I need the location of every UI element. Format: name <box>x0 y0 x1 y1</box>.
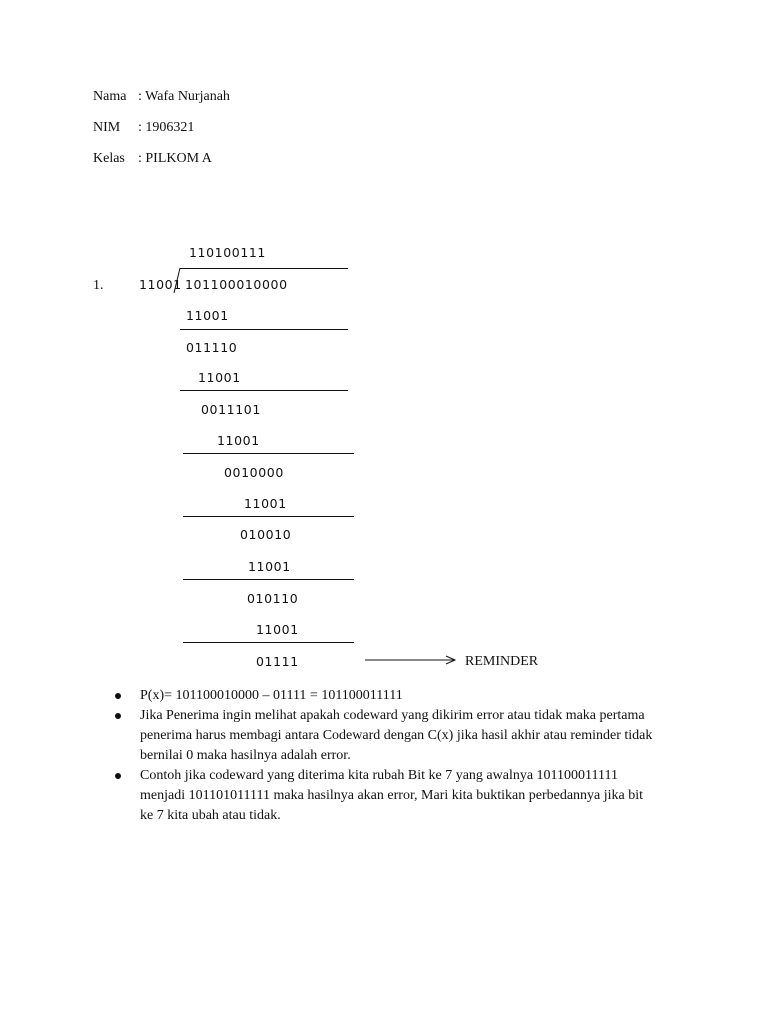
list-item <box>115 706 655 766</box>
list-item <box>115 686 655 706</box>
list-item-text: Jika Penerima ingin melihat apakah codeward yang dikirim error atau tidak maka pertama penerima harus membagi antara Codeward dengan C(x) jika hasil akhir atau reminder tidak bernilai 0 maka hasilnya adalah error. <box>140 708 653 763</box>
nim-value: : 1906321 <box>138 120 195 135</box>
division-remainder: 01111 <box>256 654 299 669</box>
division-step: 11001 <box>186 308 229 323</box>
division-rule <box>183 642 354 643</box>
problem-number: 1. <box>93 278 104 293</box>
division-step: 0010000 <box>224 465 284 480</box>
division-rule <box>180 329 348 330</box>
list-item-text: P(x)= 101100010000 – 01111 = 101100011111 <box>140 688 403 703</box>
kelas-value: : PILKOM A <box>138 151 212 166</box>
division-rule <box>180 390 348 391</box>
bullet-icon <box>115 713 121 719</box>
division-dividend: 101100010000 <box>185 277 288 292</box>
division-step: 0011101 <box>201 402 261 417</box>
division-rule <box>183 516 354 517</box>
division-quotient: 110100111 <box>189 245 266 260</box>
division-rule <box>183 453 354 454</box>
remainder-label: REMINDER <box>465 654 539 669</box>
division-step: 010110 <box>247 591 299 606</box>
division-bar-top <box>180 268 348 269</box>
list-item <box>115 766 655 826</box>
bullet-icon <box>115 773 121 779</box>
arrow-right-icon <box>364 654 458 666</box>
division-step: 11001 <box>217 433 260 448</box>
division-step: 11001 <box>198 370 241 385</box>
nama-value: : Wafa Nurjanah <box>138 89 230 104</box>
nama-label: Nama <box>93 89 127 104</box>
division-rule <box>183 579 354 580</box>
division-step: 11001 <box>244 496 287 511</box>
nim-label: NIM <box>93 120 121 135</box>
bullet-icon <box>115 693 121 699</box>
division-step: 11001 <box>248 559 291 574</box>
division-step: 010010 <box>240 527 292 542</box>
kelas-label: Kelas <box>93 151 125 166</box>
division-divisor: 11001 <box>139 277 182 292</box>
list-item-text: Contoh jika codeward yang diterima kita rubah Bit ke 7 yang awalnya 101100011111 menjadi 101101011111 maka hasilnya akan error, Mari kita buktikan perbedannya jika bit ke 7 kita ubah atau tidak. <box>140 768 644 823</box>
notes-list <box>115 686 655 826</box>
division-bracket-icon <box>172 267 182 295</box>
division-step: 11001 <box>256 622 299 637</box>
division-step: 011110 <box>186 340 238 355</box>
